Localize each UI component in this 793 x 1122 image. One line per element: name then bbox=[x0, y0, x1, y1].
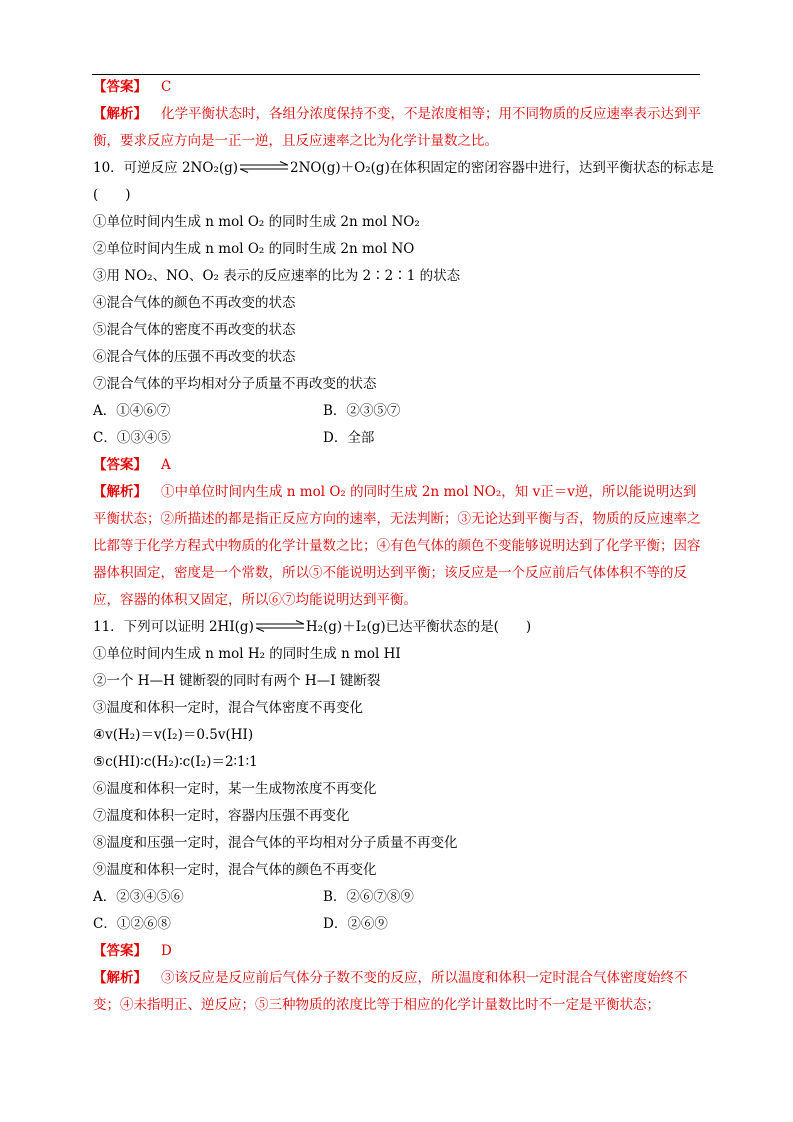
statement-item: ②单位时间内生成 n mol O₂ 的同时生成 2n mol NO bbox=[93, 241, 415, 257]
options-row bbox=[93, 425, 705, 452]
option-a: A．②③④⑤⑥ bbox=[93, 889, 184, 905]
analysis-text: ③该反应是反应前后气体分子数不变的反应，所以温度和体积一定时混合气体密度始终不变；④未指明正、逆反应；⑤三种物质的浓度比等于相应的化学计量数比时不一定是平衡状态； bbox=[93, 970, 688, 1013]
option-b: B．②③⑤⑦ bbox=[323, 403, 401, 419]
analysis-tag: 【解析】 bbox=[93, 970, 147, 986]
analysis-paragraph bbox=[93, 101, 705, 155]
option-d: D．②⑥⑨ bbox=[323, 916, 388, 932]
statement-item: ①单位时间内生成 n mol H₂ 的同时生成 n mol HI bbox=[93, 646, 401, 662]
statement-item: ③温度和体积一定时，混合气体密度不再变化 bbox=[93, 700, 363, 716]
question-11-stem-b: H₂(g)＋I₂(g)已达平衡状态的是( ) bbox=[305, 619, 532, 635]
analysis-paragraph bbox=[93, 479, 705, 614]
reversible-arrow-icon bbox=[256, 620, 304, 632]
question-11-stem bbox=[93, 614, 705, 641]
question-10-stem bbox=[93, 155, 714, 182]
statement-item: ⑤c(HI)∶c(H₂)∶c(I₂)＝2∶1∶1 bbox=[93, 754, 258, 770]
answer-value: C bbox=[161, 79, 172, 95]
statement-item: ⑤混合气体的密度不再改变的状态 bbox=[93, 322, 296, 338]
answer-tag: 【答案】 bbox=[93, 79, 147, 95]
analysis-text: 化学平衡状态时，各组分浓度保持不变，不是浓度相等；用不同物质的反应速率表示达到平衡，要求反应方向是一正一逆，且反应速率之比为化学计量数之比。 bbox=[93, 106, 701, 149]
options-row bbox=[93, 911, 705, 938]
statement-item: ③用 NO₂、NO、O₂ 表示的反应速率的比为 2∶2∶1 的状态 bbox=[93, 268, 461, 284]
answer-line bbox=[93, 452, 705, 479]
option-b: B．②⑥⑦⑧⑨ bbox=[323, 889, 414, 905]
statement-item: ⑨温度和体积一定时，混合气体的颜色不再变化 bbox=[93, 862, 377, 878]
option-d: D．全部 bbox=[323, 430, 375, 446]
question-11-stem-a: 11．下列可以证明 2HI(g) bbox=[93, 619, 254, 635]
answer-value: A bbox=[161, 457, 171, 473]
statement-item: ①单位时间内生成 n mol O₂ 的同时生成 2n mol NO₂ bbox=[93, 214, 420, 230]
answer-value: D bbox=[161, 943, 172, 959]
option-a: A．①④⑥⑦ bbox=[93, 403, 171, 419]
statement-item: ⑥混合气体的压强不再改变的状态 bbox=[93, 349, 296, 365]
answer-line bbox=[93, 74, 705, 101]
statement-item: ④混合气体的颜色不再改变的状态 bbox=[93, 295, 296, 311]
answer-tag: 【答案】 bbox=[93, 457, 147, 473]
statement-item: ⑦混合气体的平均相对分子质量不再改变的状态 bbox=[93, 376, 377, 392]
question-10-paren: ( ) bbox=[93, 187, 131, 203]
question-10-stem-b: 2NO(g)＋O₂(g)在体积固定的密闭容器中进行，达到平衡状态的标志是 bbox=[290, 160, 714, 176]
answer-line bbox=[93, 938, 705, 965]
analysis-paragraph bbox=[93, 965, 705, 1019]
analysis-text: ①中单位时间内生成 n mol O₂ 的同时生成 2n mol NO₂，知 v正＝v逆，所以能说明达到平衡状态；②所描述的都是指正反应方向的速率，无法判断；③无论达到平衡与否，物质的反应速率之比都等于化学方程式中物质的化学计量数之比；④有色气体的颜色不变能够说明达到了化学平衡；因容器体积固定，密度是一个常数，所以⑤不能说明达到平衡；该反应是一个反应前后气体体积不等的反应，容器的体积又固定，所以⑥⑦均能说明达到平衡。 bbox=[93, 484, 701, 608]
option-c: C．①②⑥⑧ bbox=[93, 916, 171, 932]
document-body bbox=[93, 74, 714, 1019]
question-10-stem-a: 10．可逆反应 2NO₂(g) bbox=[93, 160, 239, 176]
analysis-tag: 【解析】 bbox=[93, 484, 147, 500]
reversible-arrow-icon bbox=[240, 161, 288, 173]
analysis-tag: 【解析】 bbox=[93, 106, 147, 122]
statement-item: ④v(H₂)＝v(I₂)＝0.5v(HI) bbox=[93, 727, 254, 743]
statement-item: ⑧温度和压强一定时，混合气体的平均相对分子质量不再变化 bbox=[93, 835, 458, 851]
option-c: C．①③④⑤ bbox=[93, 430, 171, 446]
statement-item: ⑦温度和体积一定时，容器内压强不再变化 bbox=[93, 808, 350, 824]
options-row bbox=[93, 884, 705, 911]
statement-item: ②一个 H—H 键断裂的同时有两个 H—I 键断裂 bbox=[93, 673, 381, 689]
answer-tag: 【答案】 bbox=[93, 943, 147, 959]
statement-item: ⑥温度和体积一定时，某一生成物浓度不再变化 bbox=[93, 781, 377, 797]
options-row bbox=[93, 398, 705, 425]
